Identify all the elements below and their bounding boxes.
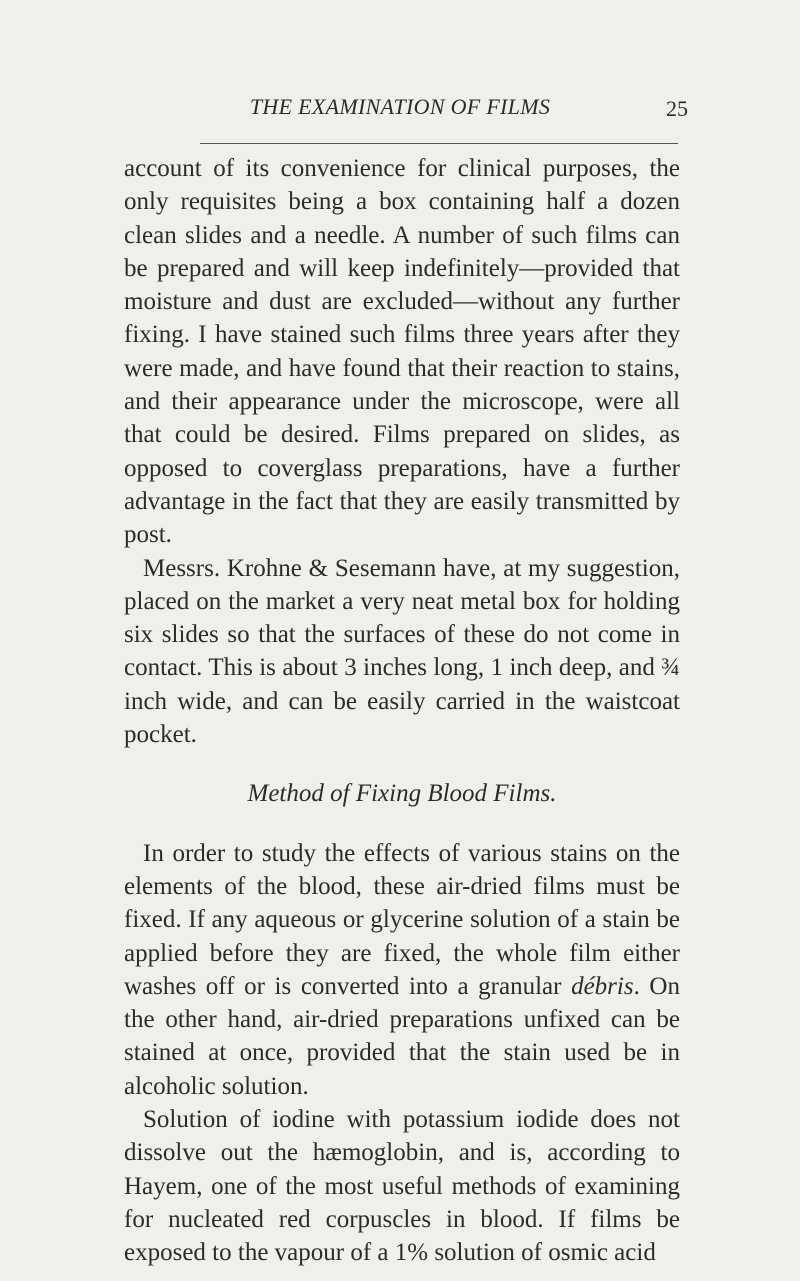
- fixing-text-end: . On the other hand, air-dried preparations unfixed can be stained at once, provided that the stain used be in alcoholic solution.: [124, 972, 680, 1100]
- fixing-text-start: In order to study the effects of various stains on the elements of the blood, these air-dried films must be fixed. If any aqueous or glycerine solution of a stain be applied before they are fixed, the whole film either washes off or is converted into a granular: [124, 839, 680, 1000]
- debris-term: débris: [571, 972, 634, 1000]
- paragraph-fixing: [124, 837, 680, 1103]
- body-text: [124, 152, 680, 1270]
- page-number: 25: [666, 96, 688, 121]
- paragraph-iodine: Solution of iodine with potassium iodide does not dissolve out the hæmoglobin, and is, according to Hayem, one of the most useful methods of examining for nucleated red corpuscles in blood. If films be exposed to the vapour of a 1% solution of osmic acid: [124, 1106, 680, 1267]
- running-head: THE EXAMINATION OF FILMS: [249, 94, 551, 119]
- section-heading: Method of Fixing Blood Films.: [247, 780, 557, 808]
- header-rule: [200, 143, 678, 144]
- paragraph-krohne-sesemann: Messrs. Krohne & Sesemann have, at my suggestion, placed on the market a very neat metal box for holding six slides so that the surfaces of these do not come in contact. This is about 3 inches long, 1 inch deep, and ¾ inch wide, and can be easily carried in the waistcoat pocket.: [124, 554, 680, 749]
- paragraph-convenience: account of its convenience for clinical purposes, the only requisites being a box containing half a dozen clean slides and a needle. A number of such films can be prepared and will keep indefinitely—provided that moisture and dust are excluded—without any further fixing. I have stained such films three years after they were made, and have found that their reaction to stains, and their appearance under the microscope, were all that could be desired. Films prepared on slides, as opposed to coverglass preparations, have a further advantage in the fact that they are easily transmitted by post.: [124, 155, 680, 549]
